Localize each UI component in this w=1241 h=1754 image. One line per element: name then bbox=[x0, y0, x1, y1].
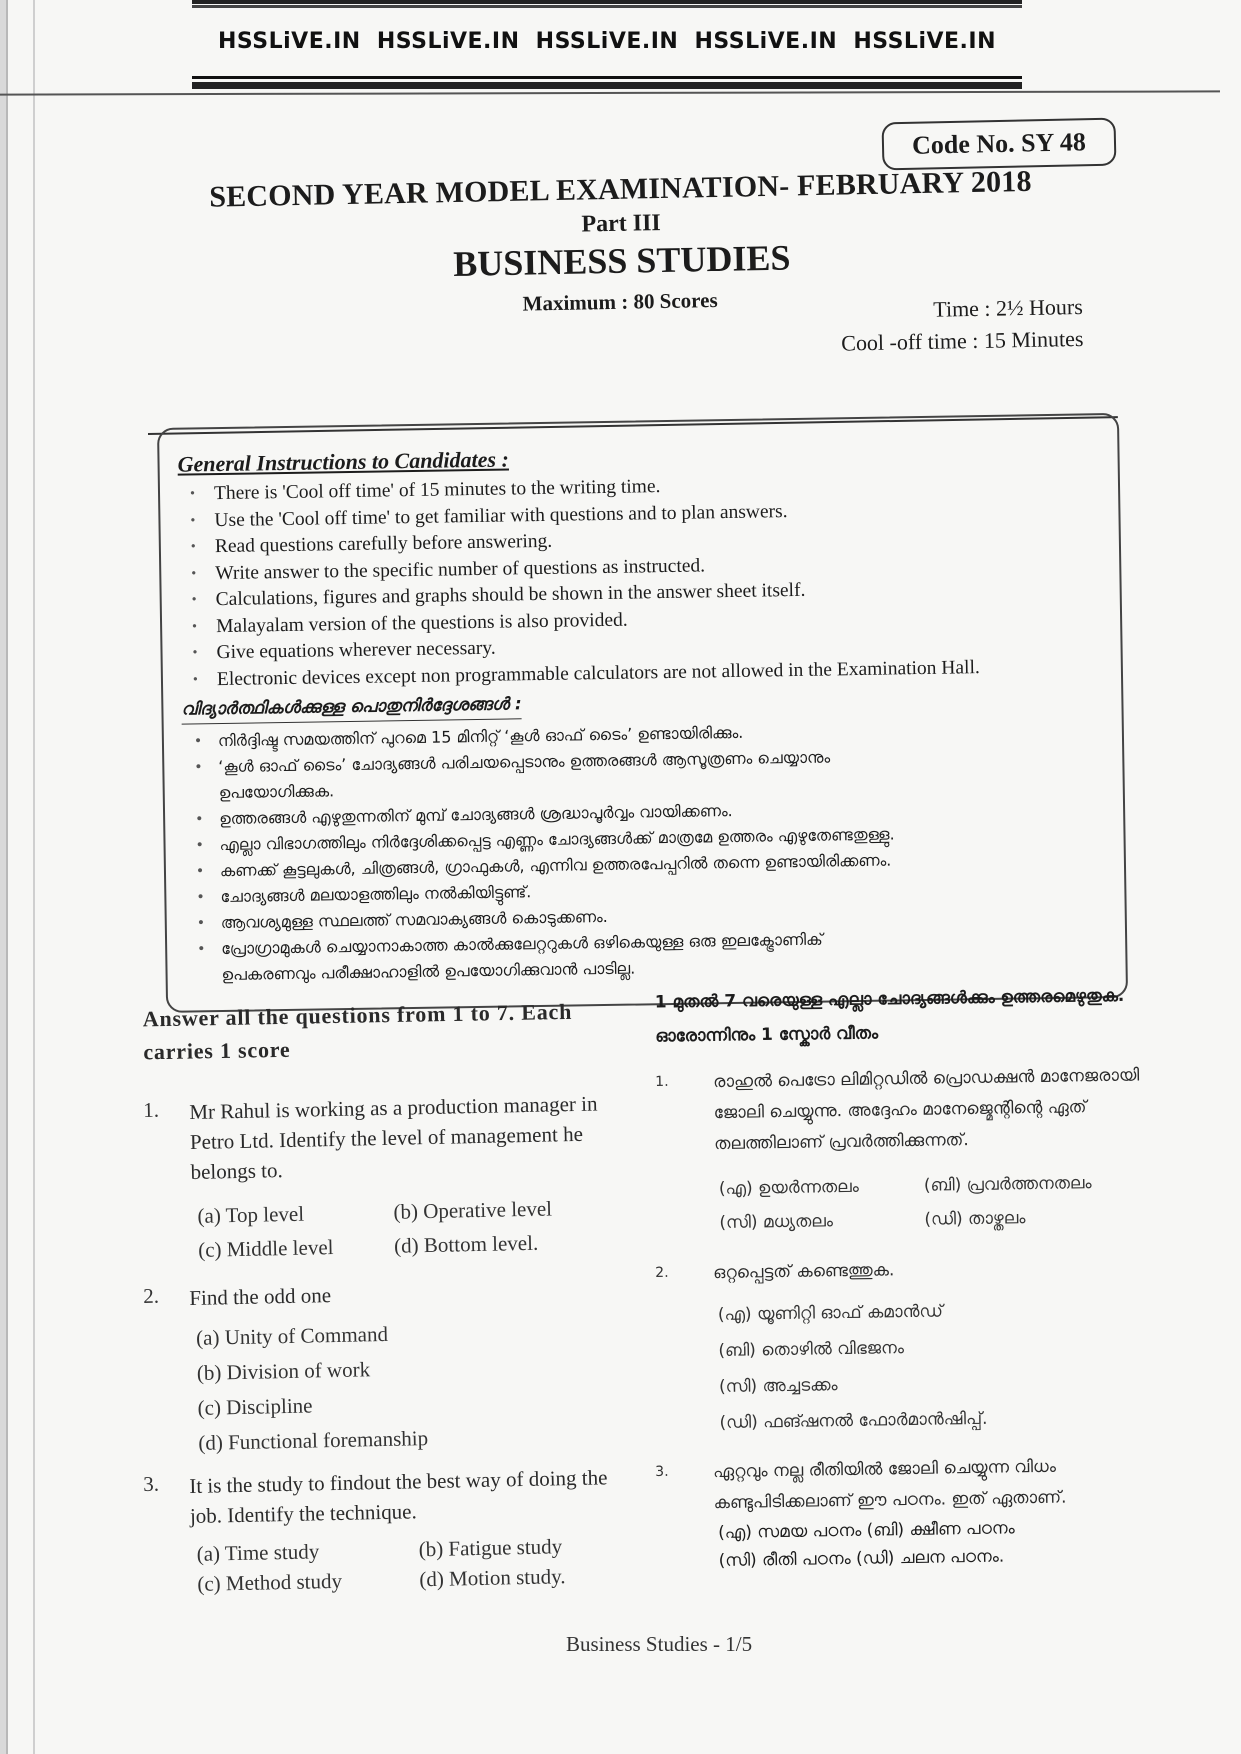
options bbox=[719, 1167, 1158, 1238]
instruction-item-ml: • ഉത്തരങ്ങൾ എഴുതുന്നതിന് മുമ്പ് ചോദ്യങ്ങൾ ശ്രദ്ധാപൂർവ്വം വായിക്കണം. bbox=[195, 792, 1103, 832]
questions-english bbox=[143, 998, 643, 1600]
max-score: Maximum : 80 Scores bbox=[522, 287, 718, 316]
option-b: (ബി) തൊഴിൽ വിഭജനം bbox=[718, 1338, 905, 1362]
section-heading-ml: 1 മുതൽ 7 വരെയുള്ള എല്ലാ ചോദ്യങ്ങൾക്കും ഉത്തരമെഴുതുക. ഓരോന്നിനും 1 സ്കോർ വീതം bbox=[654, 985, 1125, 1047]
option-b: (b) Fatigue study bbox=[418, 1534, 563, 1562]
exam-meta bbox=[142, 273, 1103, 371]
banner-rule-top-2 bbox=[192, 5, 1022, 8]
instruction-item: • Calculations, figures and graphs should be shown in the answer sheet itself. bbox=[192, 573, 1100, 614]
option-a: (എ) യൂണിറ്റി ഓഫ് കമാൻഡ് bbox=[717, 1301, 944, 1326]
instructions-list-ml bbox=[182, 714, 1106, 988]
option-c: (c) Discipline bbox=[197, 1393, 313, 1420]
instruction-item: • Give equations wherever necessary. bbox=[192, 626, 1100, 667]
bullet-icon: • bbox=[191, 565, 197, 581]
question-text: ഒറ്റപ്പെട്ടത് കണ്ടെത്തുക. bbox=[713, 1260, 895, 1284]
instructions-box bbox=[157, 413, 1128, 1013]
bullet-icon: • bbox=[189, 486, 196, 502]
page-footer: Business Studies - 1/5 bbox=[566, 1632, 753, 1656]
option-b: (b) Operative level bbox=[393, 1196, 553, 1224]
questions-malayalam bbox=[655, 982, 1155, 1576]
instruction-item-ml: • എല്ലാ വിഭാഗത്തിലും നിർദ്ദേശിക്കപ്പെട്ട എണ്ണം ചോദ്യങ്ങൾക്ക് മാത്രമേ ഉത്തരം എഴുതേണ്ടതുള്ളു. bbox=[195, 818, 1103, 858]
question-2 bbox=[143, 1274, 647, 1462]
bullet-icon: • bbox=[195, 837, 204, 854]
bullet-icon: • bbox=[192, 671, 198, 687]
option-a: (a) Time study bbox=[196, 1539, 320, 1566]
instruction-item-ml: • ആവശ്യമുള്ള സ്ഥലത്ത് സമവാക്യങ്ങൾ കൊടുക്കണം. bbox=[197, 896, 1105, 936]
options bbox=[196, 1312, 647, 1461]
banner-rule-bottom-thick bbox=[192, 82, 1022, 89]
scan-left-edge bbox=[0, 0, 8, 1754]
question-1 bbox=[143, 1088, 646, 1266]
question-text: Find the odd one bbox=[189, 1283, 332, 1311]
bullet-icon: • bbox=[195, 863, 205, 880]
bullet-icon: • bbox=[196, 915, 206, 932]
exam-title: SECOND YEAR MODEL EXAMINATION- FEBRUARY 2018 bbox=[208, 164, 1032, 214]
bullet-icon: • bbox=[194, 759, 203, 776]
option-b: (b) Division of work bbox=[196, 1357, 371, 1385]
instruction-item-ml-continued: ഉപയോഗിക്കുക. bbox=[218, 781, 335, 803]
exam-header bbox=[140, 152, 1104, 371]
exam-time: Time : 2½ Hours bbox=[933, 293, 1084, 322]
question-number: 2. bbox=[655, 1264, 669, 1281]
bullet-icon: • bbox=[193, 733, 203, 750]
bullet-icon: • bbox=[190, 512, 196, 528]
instructions-heading: General Instructions to Candidates : bbox=[177, 446, 510, 477]
watermark-text: HSSLiVE.IN bbox=[218, 28, 361, 54]
instruction-item-ml: • കണക്ക് കൂട്ടലുകൾ, ചിത്രങ്ങൾ, ഗ്രാഫുകൾ, എന്നിവ ഉത്തരപേപ്പറിൽ തന്നെ ഉണ്ടായിരിക്കണം. bbox=[196, 844, 1104, 884]
option-c: (c) Middle level bbox=[197, 1235, 334, 1262]
instruction-item: • Write answer to the specific number of questions as instructed. bbox=[191, 547, 1099, 588]
banner-rule-bottom bbox=[192, 76, 1022, 79]
instruction-item: • Read questions carefully before answering. bbox=[191, 520, 1099, 561]
watermark-text: HSSLiVE.IN bbox=[535, 28, 679, 54]
instructions-list-en bbox=[178, 467, 1101, 693]
instruction-item-ml: • നിർദ്ദിഷ്ട സമയത്തിന് പുറമെ 15 മിനിറ്റ് ‘കൂൾ ഓഫ് ടൈം’ ഉണ്ടായിരിക്കും. bbox=[194, 714, 1102, 754]
question-text: ഏറ്റവും നല്ല രീതിയിൽ ജോലി ചെയ്യുന്ന വിധം കണ്ടുപിടിക്കലാണ് ഈ പഠനം. ഇത് ഏതാണ്. bbox=[713, 1456, 1067, 1514]
option-d: (d) Functional foremanship bbox=[198, 1426, 429, 1455]
subject-title: BUSINESS STUDIES bbox=[452, 237, 791, 284]
instruction-item-ml: • ‘കൂൾ ഓഫ് ടൈം’ ചോദ്യങ്ങൾ പരിചയപ്പെടാനും ഉത്തരങ്ങൾ ആസൂത്രണം ചെയ്യാനും bbox=[194, 740, 1102, 780]
page-divider bbox=[0, 90, 1220, 95]
cool-off-time: Cool -off time : 15 Minutes bbox=[841, 325, 1084, 356]
question-number: 3. bbox=[655, 1463, 669, 1480]
watermark-text: HSSLiVE.IN bbox=[853, 28, 996, 54]
section-heading-en: Answer all the questions from 1 to 7. Each carries 1 score bbox=[142, 998, 573, 1065]
bullet-icon: • bbox=[192, 645, 198, 661]
code-number: Code No. SY 48 bbox=[911, 127, 1087, 160]
question-number: 2. bbox=[143, 1283, 160, 1308]
instructions-heading-ml: വിദ്യാർത്ഥികൾക്കുള്ള പൊതുനിർദ്ദേശങ്ങൾ : bbox=[181, 694, 522, 724]
options bbox=[718, 1290, 1158, 1441]
watermark-text: HSSLiVE.IN bbox=[376, 28, 520, 54]
options bbox=[197, 1192, 646, 1265]
options-line-2: (സി) രീതി പഠനം (ഡി) ചലന പഠനം. bbox=[718, 1546, 1005, 1572]
bullet-icon: • bbox=[195, 811, 204, 828]
question-number: 1. bbox=[655, 1073, 669, 1090]
option-d: (d) Motion study. bbox=[419, 1564, 566, 1592]
instruction-item: • Use the 'Cool off time' to get familiar with questions and to plan answers. bbox=[190, 494, 1098, 535]
bullet-icon: • bbox=[192, 618, 198, 634]
question-1-ml bbox=[655, 1060, 1158, 1239]
time-block bbox=[840, 291, 1083, 360]
option-a: (എ) ഉയർന്നതലം bbox=[718, 1176, 860, 1200]
instruction-item: • There is 'Cool off time' of 15 minutes to the writing time. bbox=[190, 467, 1098, 508]
option-c: (സി) അച്ചടക്കം bbox=[718, 1375, 838, 1398]
option-d: (ഡി) ഫങ്ഷനൽ ഫോർമാൻഷിപ്പ്. bbox=[719, 1408, 988, 1434]
bullet-icon: • bbox=[190, 539, 196, 555]
question-number: 1. bbox=[143, 1097, 160, 1122]
watermark-text: HSSLiVE.IN bbox=[694, 28, 838, 54]
bullet-icon: • bbox=[191, 592, 197, 608]
option-c: (സി) മധ്യതലം bbox=[719, 1211, 834, 1234]
instruction-item-ml: • ചോദ്യങ്ങൾ മലയാളത്തിലും നൽകിയിട്ടുണ്ട്. bbox=[196, 870, 1104, 910]
instruction-item: • Malayalam version of the questions is also provided. bbox=[192, 600, 1100, 641]
options bbox=[196, 1530, 645, 1599]
question-3-ml bbox=[655, 1450, 1157, 1576]
exam-part: Part III bbox=[581, 210, 662, 238]
question-text: Mr Rahul is working as a production manager in Petro Ltd. Identify the level of management he belongs to. bbox=[189, 1091, 598, 1185]
options bbox=[718, 1512, 1157, 1575]
instruction-item: • Electronic devices except non programmable calculators are not allowed in the Examination Hall. bbox=[193, 653, 1101, 694]
instruction-item-ml-continued: ഉപകരണവും പരീക്ഷാഹാളിൽ ഉപയോഗിക്കുവാൻ പാടില്ല. bbox=[221, 958, 636, 985]
question-3 bbox=[143, 1462, 646, 1600]
option-d: (d) Bottom level. bbox=[393, 1230, 539, 1258]
option-b: (ബി) പ്രവർത്തനതലം bbox=[923, 1173, 1092, 1196]
question-number: 3. bbox=[143, 1471, 160, 1496]
bullet-icon: • bbox=[197, 941, 206, 958]
option-c: (c) Method study bbox=[197, 1568, 343, 1596]
option-a: (a) Unity of Command bbox=[195, 1321, 389, 1350]
option-d: (ഡി) താഴ്തലം bbox=[924, 1208, 1026, 1230]
question-text: രാഹുൽ പെട്രോ ലിമിറ്റഡിൽ പ്രൊഡക്ഷൻ മാനേജരായി ജോലി ചെയ്യുന്നു. അദ്ദേഹം മാനേജ്മെന്റിന്റെ ഏത് തലത്തിലാണ് പ്രവർത്തിക്കുന്നത്. bbox=[713, 1065, 1140, 1155]
option-a: (a) Top level bbox=[197, 1201, 305, 1228]
instruction-item-ml: • പ്രോഗ്രാമുകൾ ചെയ്യാനാകാത്ത കാൽക്കുലേറ്ററുകൾ ഒഴികെയുള്ള ഒരു ഇലക്ട്രോണിക് bbox=[197, 922, 1105, 962]
scan-binding-line bbox=[33, 0, 35, 1754]
watermark-banner bbox=[192, 22, 1022, 60]
banner-rule-top bbox=[192, 0, 1022, 4]
question-2-ml bbox=[655, 1251, 1158, 1442]
options-line-1: (എ) സമയ പഠനം (ബി) ക്ഷീണ പഠനം bbox=[718, 1518, 1015, 1544]
question-text: It is the study to findout the best way of doing the job. Identify the technique. bbox=[189, 1465, 608, 1529]
bullet-icon: • bbox=[196, 889, 205, 906]
